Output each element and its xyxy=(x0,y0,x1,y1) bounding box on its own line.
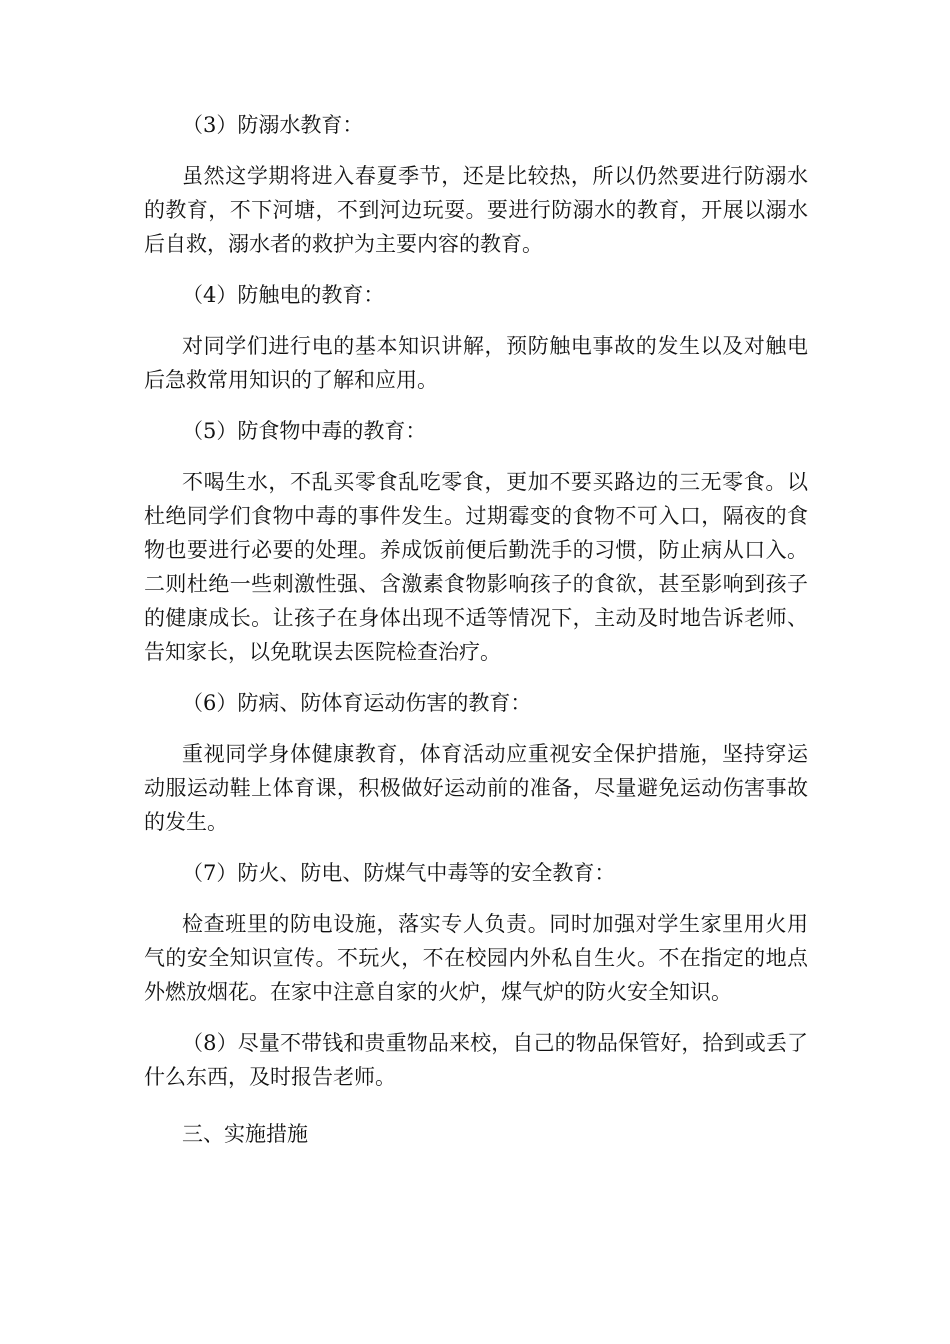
section-item-8: （8）尽量不带钱和贵重物品来校，自己的物品保管好，拾到或丢了什么东西，及时报告老师。 xyxy=(144,1031,808,1089)
section-heading-4: （4）防触电的教育： xyxy=(182,283,385,307)
section-heading-6: （6）防病、防体育运动伤害的教育： xyxy=(182,691,532,715)
section-heading-3: （3）防溺水教育： xyxy=(182,113,364,137)
section-title-implementation: 三、实施措施 xyxy=(182,1122,308,1146)
section-body-3: 虽然这学期将进入春夏季节，还是比较热，所以仍然要进行防溺水的教育，不下河塘，不到河边玩耍。要进行防溺水的教育，开展以溺水后自救，溺水者的救护为主要内容的教育。 xyxy=(144,164,808,256)
section-heading-7: （7）防火、防电、防煤气中毒等的安全教育： xyxy=(182,861,616,885)
section-body-7: 检查班里的防电设施，落实专人负责。同时加强对学生家里用火用气的安全知识宣传。不玩火，不在校园内外私自生火。不在指定的地点外燃放烟花。在家中注意自家的火炉，煤气炉的防火安全知识。 xyxy=(144,912,808,1004)
section-heading-5: （5）防食物中毒的教育： xyxy=(182,419,427,443)
section-body-6: 重视同学身体健康教育，体育活动应重视安全保护措施，坚持穿运动服运动鞋上体育课，积极做好运动前的准备，尽量避免运动伤害事故的发生。 xyxy=(144,742,808,834)
section-body-4: 对同学们进行电的基本知识讲解，预防触电事故的发生以及对触电后急救常用知识的了解和应用。 xyxy=(144,334,808,392)
document-body xyxy=(144,108,808,1168)
section-body-5: 不喝生水，不乱买零食乱吃零食，更加不要买路边的三无零食。以杜绝同学们食物中毒的事件发生。过期霉变的食物不可入口，隔夜的食物也要进行必要的处理。养成饭前便后勤洗手的习惯，防止病从口入。二则杜绝一些刺激性强、含激素食物影响孩子的食欲，甚至影响到孩子的健康成长。让孩子在身体出现不适等情况下，主动及时地告诉老师、告知家长，以免耽误去医院检查治疗。 xyxy=(144,470,808,664)
